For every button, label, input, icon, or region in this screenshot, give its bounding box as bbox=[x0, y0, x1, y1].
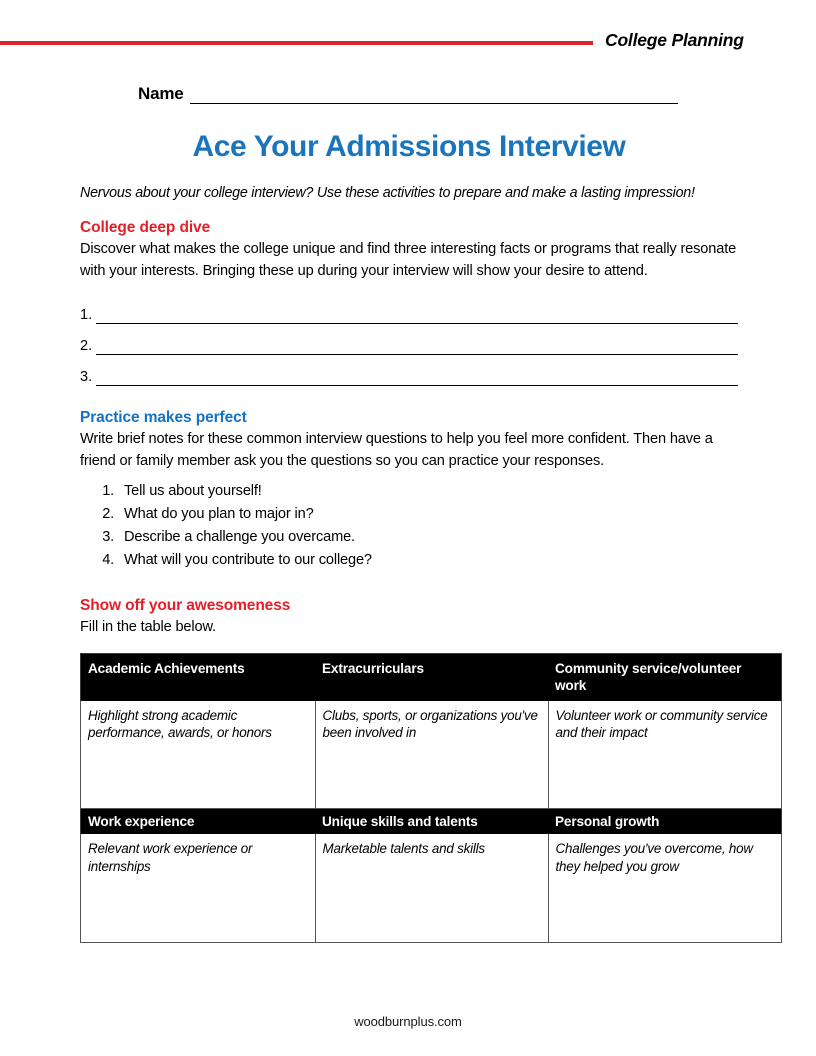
section-body-practice-makes-perfect: Write brief notes for these common interview questions to help you feel more confident. Then have a friend or family member ask you the questions so you can practice your responses. bbox=[80, 431, 713, 469]
table-row bbox=[81, 834, 782, 942]
header-accent-rule bbox=[0, 41, 593, 45]
section-show-off-your-awesomeness bbox=[80, 596, 768, 943]
table-header-row bbox=[81, 809, 782, 835]
table-header-personal-growth: Personal growth bbox=[548, 809, 782, 835]
header-category-label: College Planning bbox=[605, 30, 744, 50]
table-header-academic-achievements: Academic Achievements bbox=[81, 653, 316, 701]
list-item: 2. What do you plan to major in? bbox=[118, 503, 738, 526]
intro-text: Nervous about your college interview? Use these activities to prepare and make a lasting impression! bbox=[80, 185, 695, 201]
section-practice-makes-perfect bbox=[80, 408, 738, 572]
table-cell-work-experience[interactable]: Relevant work experience or internships bbox=[81, 834, 316, 942]
strengths-table bbox=[80, 653, 782, 943]
name-field[interactable] bbox=[138, 78, 678, 104]
table-row bbox=[81, 701, 782, 809]
answer-line-number: 3. bbox=[80, 369, 93, 385]
table-cell-extracurriculars[interactable]: Clubs, sports, or organizations you've been involved in bbox=[315, 701, 548, 809]
answer-line-1[interactable] bbox=[96, 307, 738, 324]
list-item: 1. Tell us about yourself! bbox=[118, 480, 738, 503]
list-item: 3. Describe a challenge you overcame. bbox=[118, 526, 738, 549]
table-cell-personal-growth[interactable]: Challenges you've overcome, how they helped you grow bbox=[548, 834, 782, 942]
list-item: 4. What will you contribute to our college? bbox=[118, 549, 738, 572]
section-body-show-off-your-awesomeness: Fill in the table below. bbox=[80, 619, 216, 635]
answer-line-3[interactable] bbox=[96, 369, 738, 386]
section-heading-show-off-your-awesomeness: Show off your awesomeness bbox=[80, 597, 291, 614]
worksheet-content bbox=[80, 130, 768, 943]
table-cell-community-service[interactable]: Volunteer work or community service and their impact bbox=[548, 701, 782, 809]
answer-line-2[interactable] bbox=[96, 338, 738, 355]
table-header-row bbox=[81, 653, 782, 701]
table-header-unique-skills: Unique skills and talents bbox=[315, 809, 548, 835]
table-header-community-service: Community service/volunteer work bbox=[548, 653, 782, 701]
page-header bbox=[0, 30, 816, 60]
answer-line-row[interactable] bbox=[80, 329, 738, 355]
answer-line-number: 2. bbox=[80, 338, 93, 354]
answer-line-row[interactable] bbox=[80, 360, 738, 386]
name-field-writing-line[interactable] bbox=[190, 85, 678, 104]
table-header-work-experience: Work experience bbox=[81, 809, 316, 835]
section-heading-college-deep-dive: College deep dive bbox=[80, 219, 211, 236]
table-cell-unique-skills[interactable]: Marketable talents and skills bbox=[315, 834, 548, 942]
answer-line-row[interactable] bbox=[80, 298, 738, 324]
section-college-deep-dive bbox=[80, 218, 738, 386]
answer-line-number: 1. bbox=[80, 307, 93, 323]
section-heading-practice-makes-perfect: Practice makes perfect bbox=[80, 409, 247, 426]
section-body-college-deep-dive: Discover what makes the college unique and find three interesting facts or programs that really resonate with your interests. Bringing these up during your interview will show your desire to attend. bbox=[80, 241, 737, 279]
table-cell-academic-achievements[interactable]: Highlight strong academic performance, awards, or honors bbox=[81, 701, 316, 809]
name-field-label: Name bbox=[138, 84, 184, 103]
footer-website: woodburnplus.com bbox=[354, 1014, 462, 1029]
page-title: Ace Your Admissions Interview bbox=[192, 130, 626, 163]
table-header-extracurriculars: Extracurriculars bbox=[315, 653, 548, 701]
interview-question-list bbox=[80, 480, 738, 572]
college-facts-answer-lines bbox=[80, 298, 738, 386]
